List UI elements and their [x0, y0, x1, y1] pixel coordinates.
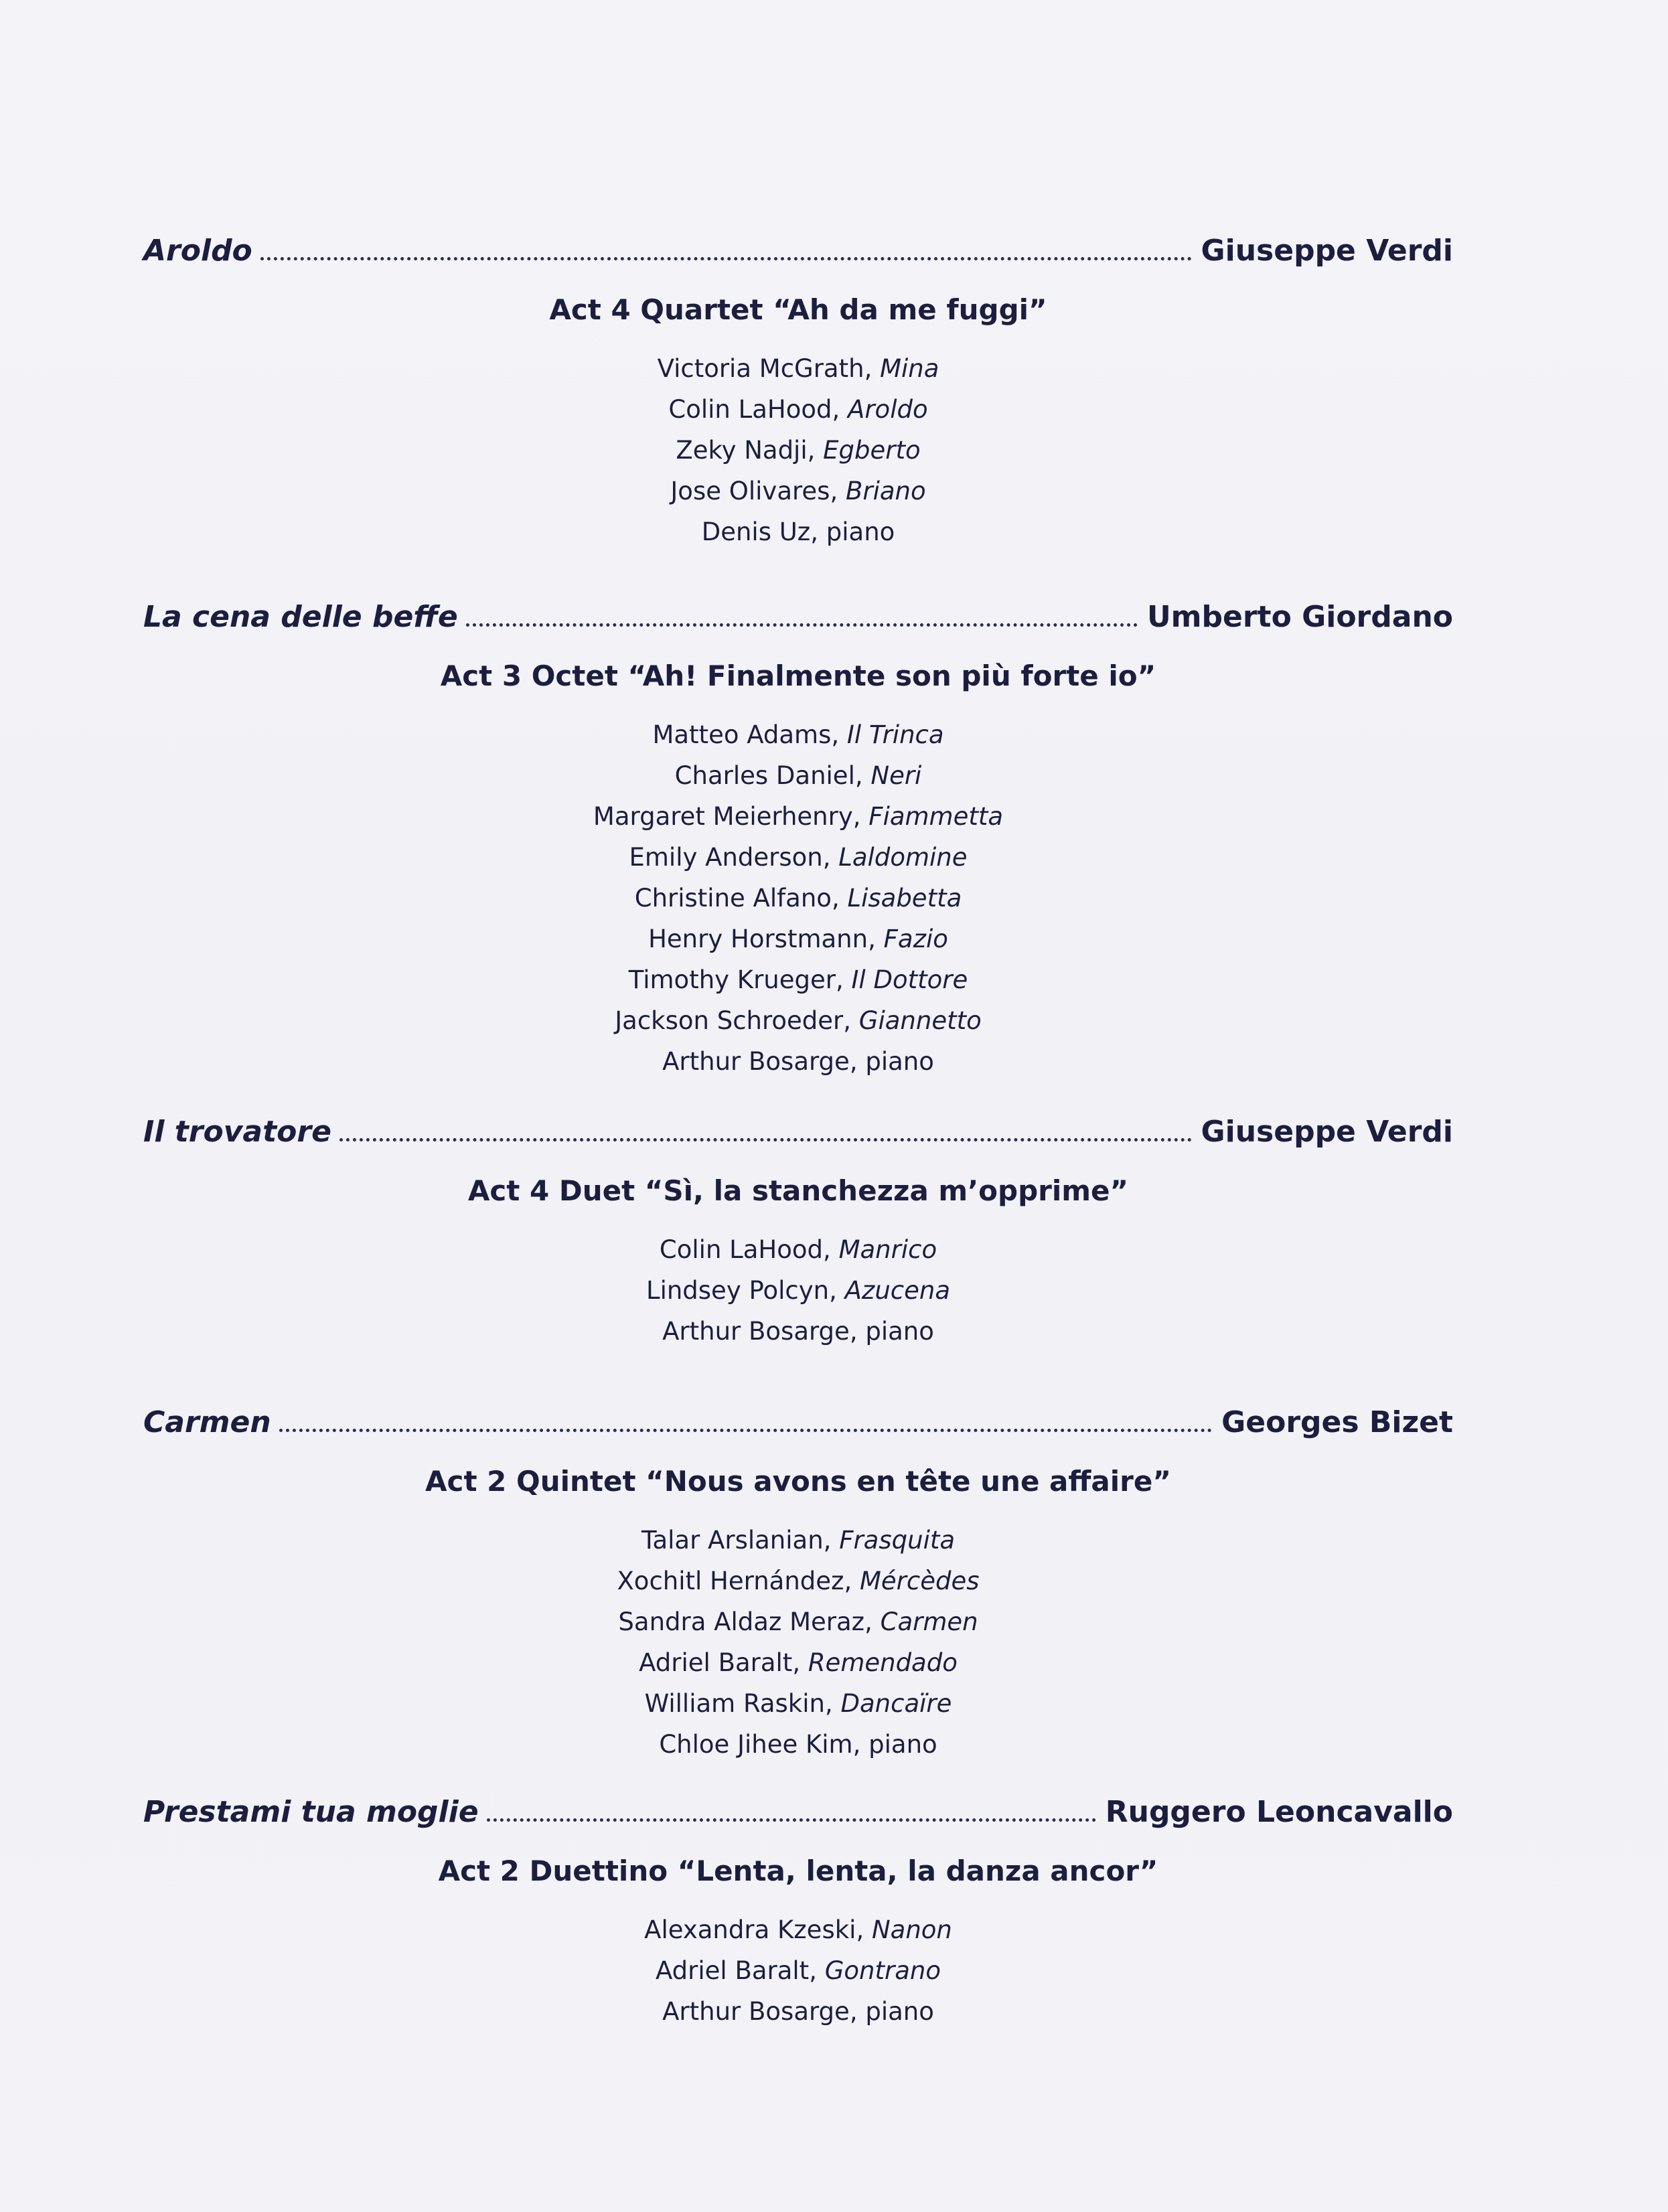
cast-list [143, 1909, 1453, 2032]
performer-name: Talar Arslanian [641, 1526, 824, 1555]
composer-name: Umberto Giordano [1146, 600, 1453, 634]
excerpt-title: Act 2 Duettino “Lenta, lenta, la danza ancor” [438, 1854, 1158, 1887]
cast-list [143, 1229, 1453, 1352]
piece-prestami-tua-moglie [143, 1789, 1453, 2032]
performer-name: Jackson Schroeder [615, 1006, 844, 1035]
piece-title-line [143, 594, 1453, 641]
performer-name: Christine Alfano [634, 884, 832, 913]
cast-list [143, 348, 1453, 552]
excerpt-title: Act 2 Quintet “Nous avons en tête une affaire” [425, 1465, 1171, 1498]
performer-name: Sandra Aldaz Meraz [618, 1607, 865, 1636]
performer-name: Arthur Bosarge [662, 1997, 850, 2026]
piece-la-cena-delle-beffe [143, 594, 1453, 1082]
cast-member: Xochitl Hernández, Mércèdes [617, 1567, 980, 1595]
role-name: piano [865, 1997, 934, 2026]
cast-member: Victoria McGrath, Mina [657, 354, 939, 383]
opera-title: Carmen [143, 1405, 271, 1439]
role-name: Fazio [883, 925, 948, 953]
performer-name: Margaret Meierhenry [593, 802, 853, 831]
performer-name: Xochitl Hernández [617, 1567, 844, 1595]
performer-name: Victoria McGrath [657, 354, 864, 383]
cast-list [143, 714, 1453, 1082]
dot-leader [279, 1429, 1212, 1432]
role-name: piano [826, 518, 895, 546]
excerpt-title: Act 3 Octet “Ah! Finalmente son più forte io” [440, 659, 1156, 692]
piece-title-line [143, 228, 1453, 274]
composer-name: Georges Bizet [1221, 1405, 1453, 1439]
role-name: Dancaïre [840, 1689, 952, 1718]
role-name: Azucena [844, 1276, 951, 1305]
dot-leader [466, 623, 1138, 627]
role-name: Mina [880, 354, 939, 383]
composer-name: Giuseppe Verdi [1201, 234, 1453, 268]
cast-member: Charles Daniel, Neri [674, 761, 922, 790]
cast-member: Arthur Bosarge, piano [662, 1047, 934, 1076]
performer-name: Adriel Baralt [639, 1648, 793, 1677]
cast-member: Sandra Aldaz Meraz, Carmen [618, 1607, 978, 1636]
opera-title: Aroldo [143, 234, 252, 268]
performer-name: Henry Horstmann [648, 925, 868, 953]
piece-title-line [143, 1109, 1453, 1156]
performer-name: Arthur Bosarge [662, 1047, 850, 1076]
cast-member: Colin LaHood, Manrico [659, 1235, 937, 1264]
excerpt-title: Act 4 Quartet “Ah da me fuggi” [549, 293, 1047, 326]
performer-name: Zeky Nadji [676, 436, 808, 465]
piece-aroldo [143, 228, 1453, 552]
piece-il-trovatore [143, 1109, 1453, 1352]
performer-name: William Raskin [644, 1689, 825, 1718]
opera-title: La cena delle beffe [143, 600, 458, 634]
cast-member: Emily Anderson, Laldomine [629, 843, 968, 872]
cast-member: Zeky Nadji, Egberto [676, 436, 921, 465]
performer-name: Chloe Jihee Kim [659, 1730, 853, 1759]
cast-member: Christine Alfano, Lisabetta [634, 884, 962, 913]
role-name: Carmen [880, 1607, 978, 1636]
performer-name: Adriel Baralt [656, 1956, 810, 1985]
role-name: Gontrano [824, 1956, 941, 1985]
cast-member: Arthur Bosarge, piano [662, 1997, 934, 2026]
role-name: Il Trinca [846, 720, 944, 749]
role-name: piano [868, 1730, 937, 1759]
role-name: piano [865, 1317, 934, 1346]
cast-member: Chloe Jihee Kim, piano [659, 1730, 937, 1759]
role-name: Lisabetta [847, 884, 962, 913]
role-name: Nanon [871, 1915, 952, 1944]
cast-member: Lindsey Polcyn, Azucena [646, 1276, 951, 1305]
opera-title: Il trovatore [143, 1115, 331, 1149]
role-name: Laldomine [838, 843, 968, 872]
piece-carmen [143, 1399, 1453, 1765]
piece-title-line [143, 1399, 1453, 1446]
cast-member: William Raskin, Dancaïre [644, 1689, 952, 1718]
opera-title: Prestami tua moglie [143, 1795, 479, 1829]
role-name: Mércèdes [859, 1567, 980, 1595]
cast-member: Colin LaHood, Aroldo [668, 395, 928, 424]
composer-name: Ruggero Leoncavallo [1105, 1795, 1453, 1829]
performer-name: Emily Anderson [629, 843, 823, 872]
dot-leader [260, 257, 1192, 260]
excerpt-title: Act 4 Duet “Sì, la stanchezza m’opprime” [467, 1174, 1129, 1207]
performer-name: Lindsey Polcyn [646, 1276, 830, 1305]
role-name: Remendado [808, 1648, 958, 1677]
role-name: Neri [870, 761, 922, 790]
role-name: piano [865, 1047, 934, 1076]
performer-name: Timothy Krueger [628, 965, 836, 994]
performer-name: Denis Uz [701, 518, 811, 546]
performer-name: Arthur Bosarge [662, 1317, 850, 1346]
performer-name: Matteo Adams [652, 720, 832, 749]
role-name: Egberto [823, 436, 921, 465]
performer-name: Charles Daniel [674, 761, 855, 790]
cast-member: Adriel Baralt, Remendado [639, 1648, 958, 1677]
role-name: Giannetto [858, 1006, 982, 1035]
performer-name: Colin LaHood [659, 1235, 824, 1264]
role-name: Frasquita [839, 1526, 956, 1555]
performer-name: Jose Olivares [670, 477, 830, 505]
performer-name: Colin LaHood [668, 395, 832, 424]
cast-member: Jackson Schroeder, Giannetto [615, 1006, 982, 1035]
role-name: Il Dottore [851, 965, 968, 994]
performer-name: Alexandra Kzeski [644, 1915, 856, 1944]
cast-member: Alexandra Kzeski, Nanon [644, 1915, 952, 1944]
cast-member: Jose Olivares, Briano [670, 477, 926, 505]
composer-name: Giuseppe Verdi [1201, 1115, 1453, 1149]
cast-member: Talar Arslanian, Frasquita [641, 1526, 956, 1555]
piece-title-line [143, 1789, 1453, 1836]
cast-member: Timothy Krueger, Il Dottore [628, 965, 968, 994]
role-name: Manrico [838, 1235, 937, 1264]
role-name: Aroldo [848, 395, 928, 424]
role-name: Briano [845, 477, 926, 505]
role-name: Fiammetta [868, 802, 1004, 831]
cast-member: Adriel Baralt, Gontrano [656, 1956, 941, 1985]
cast-member: Margaret Meierhenry, Fiammetta [593, 802, 1004, 831]
dot-leader [487, 1818, 1096, 1822]
cast-member: Arthur Bosarge, piano [662, 1317, 934, 1346]
cast-member: Henry Horstmann, Fazio [648, 925, 948, 953]
cast-member: Denis Uz, piano [701, 518, 895, 546]
cast-member: Matteo Adams, Il Trinca [652, 720, 944, 749]
dot-leader [339, 1138, 1192, 1141]
cast-list [143, 1520, 1453, 1765]
